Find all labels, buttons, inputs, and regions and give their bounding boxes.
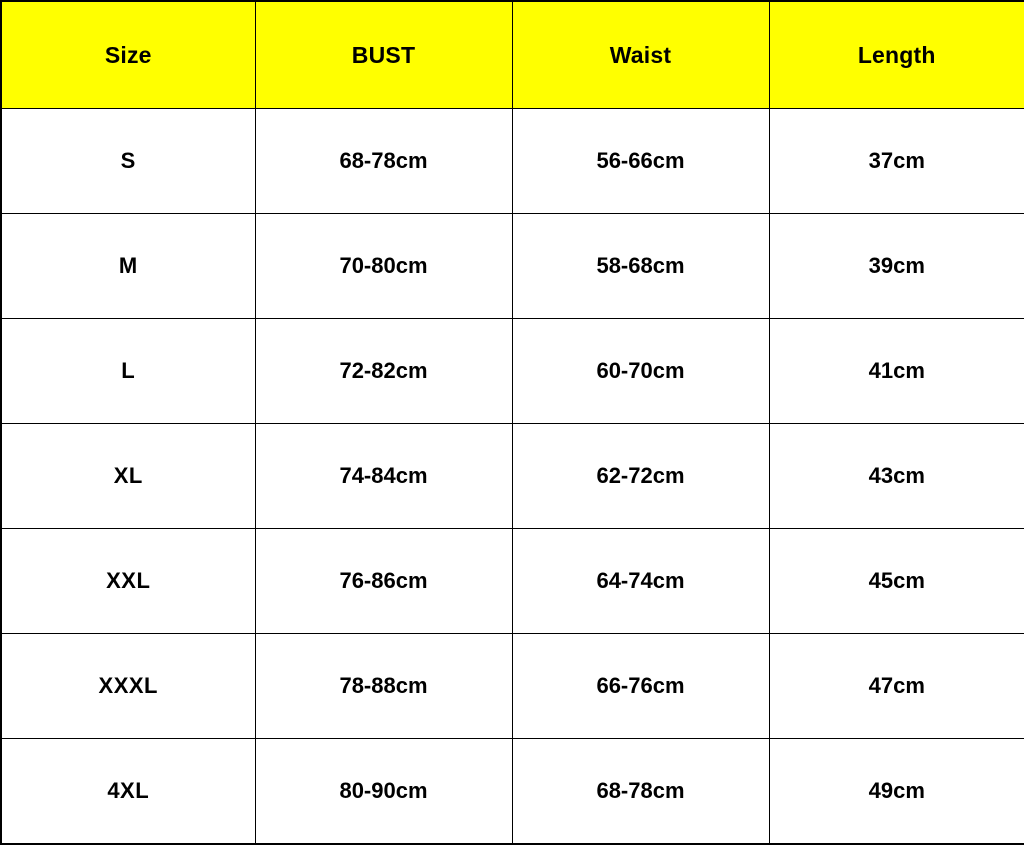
cell-bust: 74-84cm [255, 424, 512, 529]
cell-bust: 80-90cm [255, 739, 512, 845]
column-header-length: Length [769, 1, 1024, 109]
table-row [1, 424, 1024, 529]
cell-size: S [1, 109, 255, 214]
cell-length: 47cm [769, 634, 1024, 739]
cell-length: 45cm [769, 529, 1024, 634]
column-header-waist: Waist [512, 1, 769, 109]
table-row [1, 109, 1024, 214]
cell-size: L [1, 319, 255, 424]
table-header [1, 1, 1024, 109]
cell-bust: 70-80cm [255, 214, 512, 319]
table-row [1, 739, 1024, 845]
table-row [1, 319, 1024, 424]
table-header-row [1, 1, 1024, 109]
table-row [1, 214, 1024, 319]
column-header-bust: BUST [255, 1, 512, 109]
cell-waist: 64-74cm [512, 529, 769, 634]
cell-size: XXXL [1, 634, 255, 739]
cell-waist: 60-70cm [512, 319, 769, 424]
column-header-size: Size [1, 1, 255, 109]
cell-waist: 68-78cm [512, 739, 769, 845]
cell-bust: 78-88cm [255, 634, 512, 739]
cell-waist: 56-66cm [512, 109, 769, 214]
cell-size: 4XL [1, 739, 255, 845]
cell-length: 43cm [769, 424, 1024, 529]
cell-waist: 58-68cm [512, 214, 769, 319]
table-body [1, 109, 1024, 845]
cell-waist: 62-72cm [512, 424, 769, 529]
cell-bust: 76-86cm [255, 529, 512, 634]
cell-waist: 66-76cm [512, 634, 769, 739]
cell-size: XXL [1, 529, 255, 634]
cell-length: 37cm [769, 109, 1024, 214]
cell-size: M [1, 214, 255, 319]
cell-length: 41cm [769, 319, 1024, 424]
cell-size: XL [1, 424, 255, 529]
cell-length: 39cm [769, 214, 1024, 319]
table-row [1, 634, 1024, 739]
table-row [1, 529, 1024, 634]
cell-length: 49cm [769, 739, 1024, 845]
cell-bust: 68-78cm [255, 109, 512, 214]
cell-bust: 72-82cm [255, 319, 512, 424]
